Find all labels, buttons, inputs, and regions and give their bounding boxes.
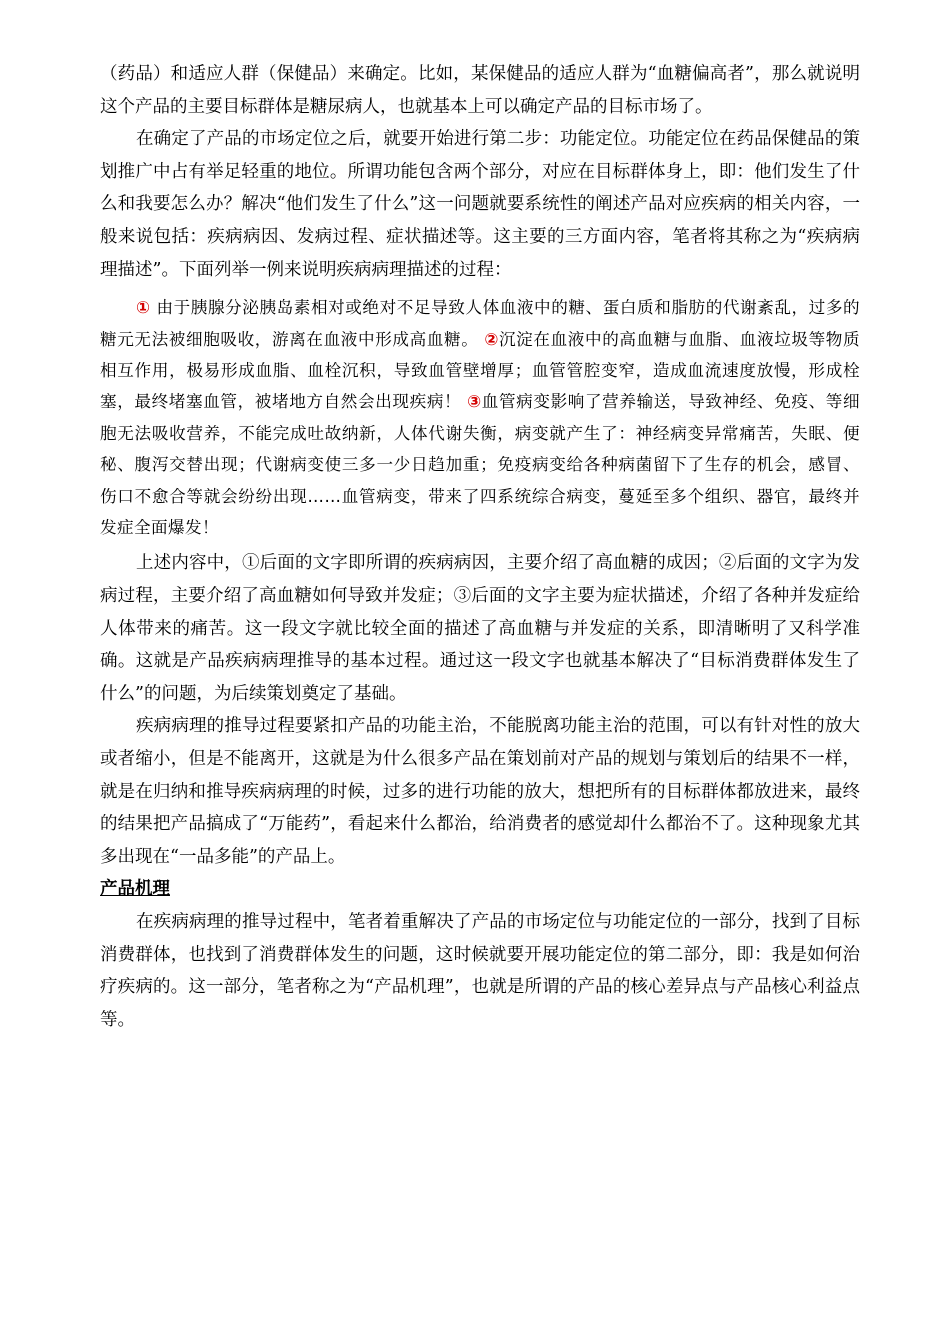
example-text-three: 血管病变影响了营养输送，导致神经、免疫、等细胞无法吸收营养，不能完成吐故纳新，人体代谢失衡，病变就产生了：神经病变异常痛苦，失眠、便秘、腹泻交替出现；代谢病变使三多一少日趋加重；免疫病变给各种病菌留下了生存的机会，感冒、伤口不愈合等就会纷纷出现……血管病变，带来了四系统综合病变，蔓延至多个组织、器官，最终并发症全面爆发！: [100, 392, 860, 537]
example-paragraph: [100, 292, 860, 543]
paragraph-intro: （药品）和适应人群（保健品）来确定。比如，某保健品的适应人群为“血糖偏高者”，那么就说明这个产品的主要目标群体是糖尿病人，也就基本上可以确定产品的目标市场了。: [100, 64, 860, 117]
example-text-one: 由于胰腺分泌胰岛素相对或绝对不足导致人体血液中的糖、蛋白质和脂肪的代谢紊乱，过多的糖元无法被细胞吸收，游离在血液中形成高血糖。: [100, 298, 860, 349]
paragraph-pathology-derivation: 疾病病理的推导过程要紧扣产品的功能主治，不能脱离功能主治的范围，可以有针对性的放大或者缩小，但是不能离开，这就是为什么很多产品在策划前对产品的规划与策划后的结果不一样，就是在归纳和推导疾病病理的时候，过多的进行功能的放大，想把所有的目标群体都放进来，最终的结果把产品搞成了“万能药”，看起来什么都治，给消费者的感觉却什么都治不了。这种现象尤其多出现在“一品多能”的产品上。: [100, 716, 860, 867]
example-text-two: 沉淀在血液中的高血糖与血脂、血液垃圾等物质相互作用，极易形成血脂、血栓沉积，导致血管壁增厚；血管管腔变窄，造成血流速度放慢，形成栓塞，最终堵塞血管，被堵地方自然会出现疾病！: [100, 329, 860, 412]
marker-three: ③: [467, 392, 482, 412]
section-heading-product-mechanism: 产品机理: [100, 879, 170, 900]
document-page: [100, 58, 860, 1036]
paragraph-analysis: 上述内容中，①后面的文字即所谓的疾病病因，主要介绍了高血糖的成因；②后面的文字为发病过程，主要介绍了高血糖如何导致并发症；③后面的文字主要为症状描述，介绍了各种并发症给人体带来的痛苦。这一段文字就比较全面的描述了高血糖与并发症的关系，即清晰明了又科学准确。这就是产品疾病病理推导的基本过程。通过这一段文字也就基本解决了“目标消费群体发生了什么”的问题，为后续策划奠定了基础。: [100, 553, 860, 704]
marker-one: ①: [136, 298, 151, 318]
paragraph-function-positioning: 在确定了产品的市场定位之后，就要开始进行第二步：功能定位。功能定位在药品保健品的策划推广中占有举足轻重的地位。所谓功能包含两个部分，对应在目标群体身上，即：他们发生了什么和我要怎么办？解决“他们发生了什么”这一问题就要系统性的阐述产品对应疾病的相关内容，一般来说包括：疾病病因、发病过程、症状描述等。这主要的三方面内容，笔者将其称之为“疾病病理描述”。下面列举一例来说明疾病病理描述的过程：: [100, 129, 860, 280]
marker-two: ②: [484, 329, 499, 349]
paragraph-product-mechanism: 在疾病病理的推导过程中，笔者着重解决了产品的市场定位与功能定位的一部分，找到了目标消费群体，也找到了消费群体发生的问题，这时候就要开展功能定位的第二部分，即：我是如何治疗疾病的。这一部分，笔者称之为“产品机理”，也就是所谓的产品的核心差异点与产品核心利益点等。: [100, 911, 860, 1030]
